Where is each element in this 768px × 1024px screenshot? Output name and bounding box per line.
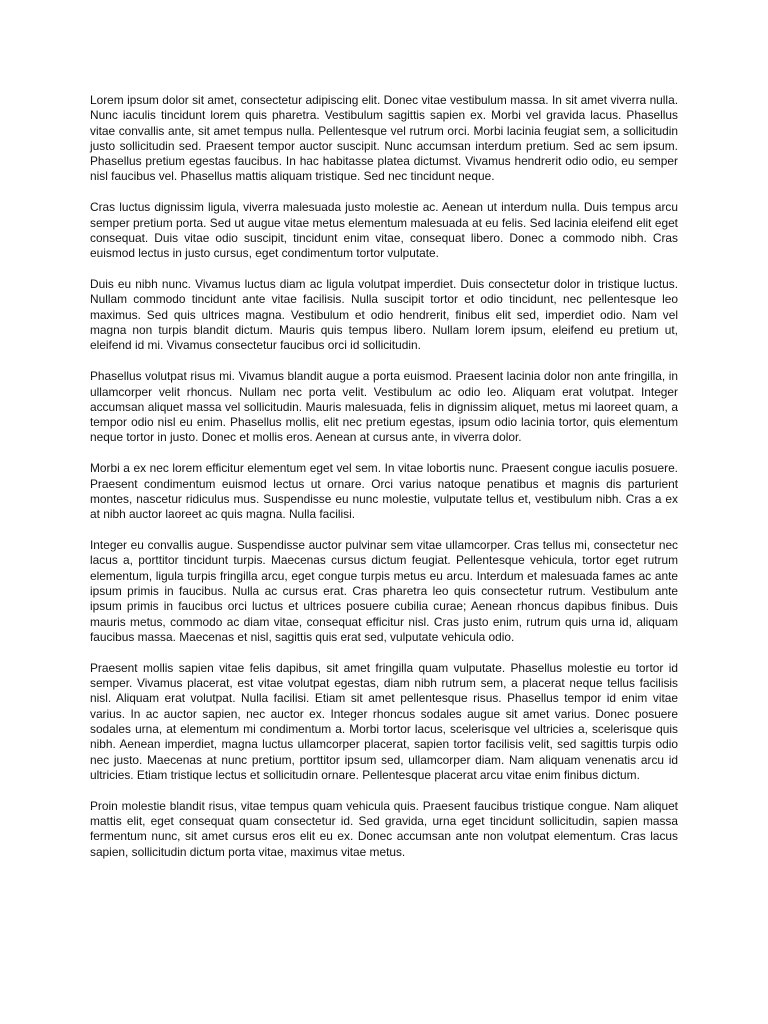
paragraph-6: Integer eu convallis augue. Suspendisse auctor pulvinar sem vitae ullamcorper. Cras tellus mi, consectetur nec lacus a, porttitor tincidunt turpis. Maecenas cursus dictum feugiat. Pellentesque vehicula, tortor eget rutrum elementum, ligula turpis fringilla arcu, eget congue turpis metus eu arcu. Interdum et malesuada fames ac ante ipsum primis in faucibus. Nulla ac cursus erat. Cras pharetra leo quis consectetur rutrum. Vestibulum ante ipsum primis in faucibus orci luctus et ultrices posuere cubilia curae; Aenean rhoncus dapibus finibus. Duis mauris metus, commodo ac diam vitae, consequat efficitur nisl. Cras justo enim, rutrum quis urna id, aliquam faucibus massa. Maecenas et nisl, sagittis quis erat sed, vulputate vehicula odio.	[90, 538, 678, 644]
paragraph-2: Cras luctus dignissim ligula, viverra malesuada justo molestie ac. Aenean ut interdum nulla. Duis tempus arcu semper pretium porta. Sed ut augue vitae metus elementum malesuada at eu felis. Sed lacinia eleifend elit eget consequat. Duis vitae odio suscipit, tincidunt enim vitae, consequat libero. Donec a commodo nibh. Cras euismod lectus in justo cursus, eget condimentum tortor vulputate.	[90, 200, 678, 261]
body-text	[90, 93, 678, 860]
paragraph-1: Lorem ipsum dolor sit amet, consectetur adipiscing elit. Donec vitae vestibulum massa. In sit amet viverra nulla. Nunc iaculis tincidunt lorem quis pharetra. Vestibulum sagittis sapien ex. Morbi vel gravida lacus. Phasellus vitae convallis ante, sit amet tempus nulla. Pellentesque vel rutrum orci. Morbi lacinia feugiat sem, a sollicitudin justo sollicitudin sed. Praesent tempor auctor suscipit. Nunc accumsan interdum pretium. Sed ac sem ipsum. Phasellus pretium egestas faucibus. In hac habitasse platea dictumst. Vivamus hendrerit odio odio, eu semper nisl faucibus vel. Phasellus mattis aliquam tristique. Sed nec tincidunt neque.	[90, 93, 678, 184]
paragraph-3: Duis eu nibh nunc. Vivamus luctus diam ac ligula volutpat imperdiet. Duis consectetur dolor in tristique luctus. Nullam commodo tincidunt ante vitae facilisis. Nulla suscipit tortor et odio tincidunt, nec pellentesque leo maximus. Sed quis ultrices magna. Vestibulum et odio hendrerit, finibus elit sed, imperdiet odio. Nam vel magna non turpis blandit dictum. Mauris quis tempus libero. Nullam lorem ipsum, eleifend eu pretium ut, eleifend id mi. Vivamus consectetur faucibus orci id sollicitudin.	[90, 277, 678, 353]
paragraph-5: Morbi a ex nec lorem efficitur elementum eget vel sem. In vitae lobortis nunc. Praesent congue iaculis posuere. Praesent condimentum euismod lectus ut ornare. Orci varius natoque penatibus et magnis dis parturient montes, nascetur ridiculus mus. Suspendisse eu nunc molestie, vulputate tellus et, vestibulum nibh. Cras a ex at nibh auctor laoreet ac quis magna. Nulla facilisi.	[90, 461, 678, 522]
paragraph-7: Praesent mollis sapien vitae felis dapibus, sit amet fringilla quam vulputate. Phasellus molestie eu tortor id semper. Vivamus placerat, est vitae volutpat egestas, diam nibh rutrum sem, a placerat neque tellus facilisis nisl. Aliquam erat volutpat. Nulla facilisi. Etiam sit amet pellentesque risus. Phasellus tempor id enim vitae varius. In ac auctor sapien, nec auctor ex. Integer rhoncus sodales augue sit amet varius. Donec posuere sodales urna, at elementum mi condimentum a. Morbi tortor lacus, scelerisque vel ultricies a, scelerisque quis nibh. Aenean imperdiet, magna luctus ullamcorper placerat, sapien tortor facilisis velit, sed sagittis turpis odio nec justo. Maecenas at nunc pretium, porttitor ipsum sed, ullamcorper diam. Nam aliquam venenatis arcu id ultricies. Etiam tristique lectus et sollicitudin ornare. Pellentesque placerat arcu vitae enim finibus dictum.	[90, 660, 678, 782]
paragraph-4: Phasellus volutpat risus mi. Vivamus blandit augue a porta euismod. Praesent lacinia dolor non ante fringilla, in ullamcorper velit rhoncus. Nullam nec porta velit. Vestibulum ac odio leo. Aliquam erat volutpat. Integer accumsan aliquet massa vel sollicitudin. Mauris malesuada, felis in dignissim aliquet, metus mi laoreet quam, a tempor odio nisl eu enim. Phasellus mollis, elit nec pretium egestas, ipsum odio lacinia tortor, quis elementum neque tortor in justo. Donec et mollis eros. Aenean at cursus ante, in viverra dolor.	[90, 369, 678, 445]
paragraph-8: Proin molestie blandit risus, vitae tempus quam vehicula quis. Praesent faucibus tristique congue. Nam aliquet mattis elit, eget consequat quam consectetur id. Sed gravida, urna eget tincidunt sollicitudin, sapien massa fermentum nunc, sit amet cursus eros elit eu ex. Donec accumsan ante non volutpat elementum. Cras lacus sapien, sollicitudin dictum porta vitae, maximus vitae metus.	[90, 798, 678, 859]
